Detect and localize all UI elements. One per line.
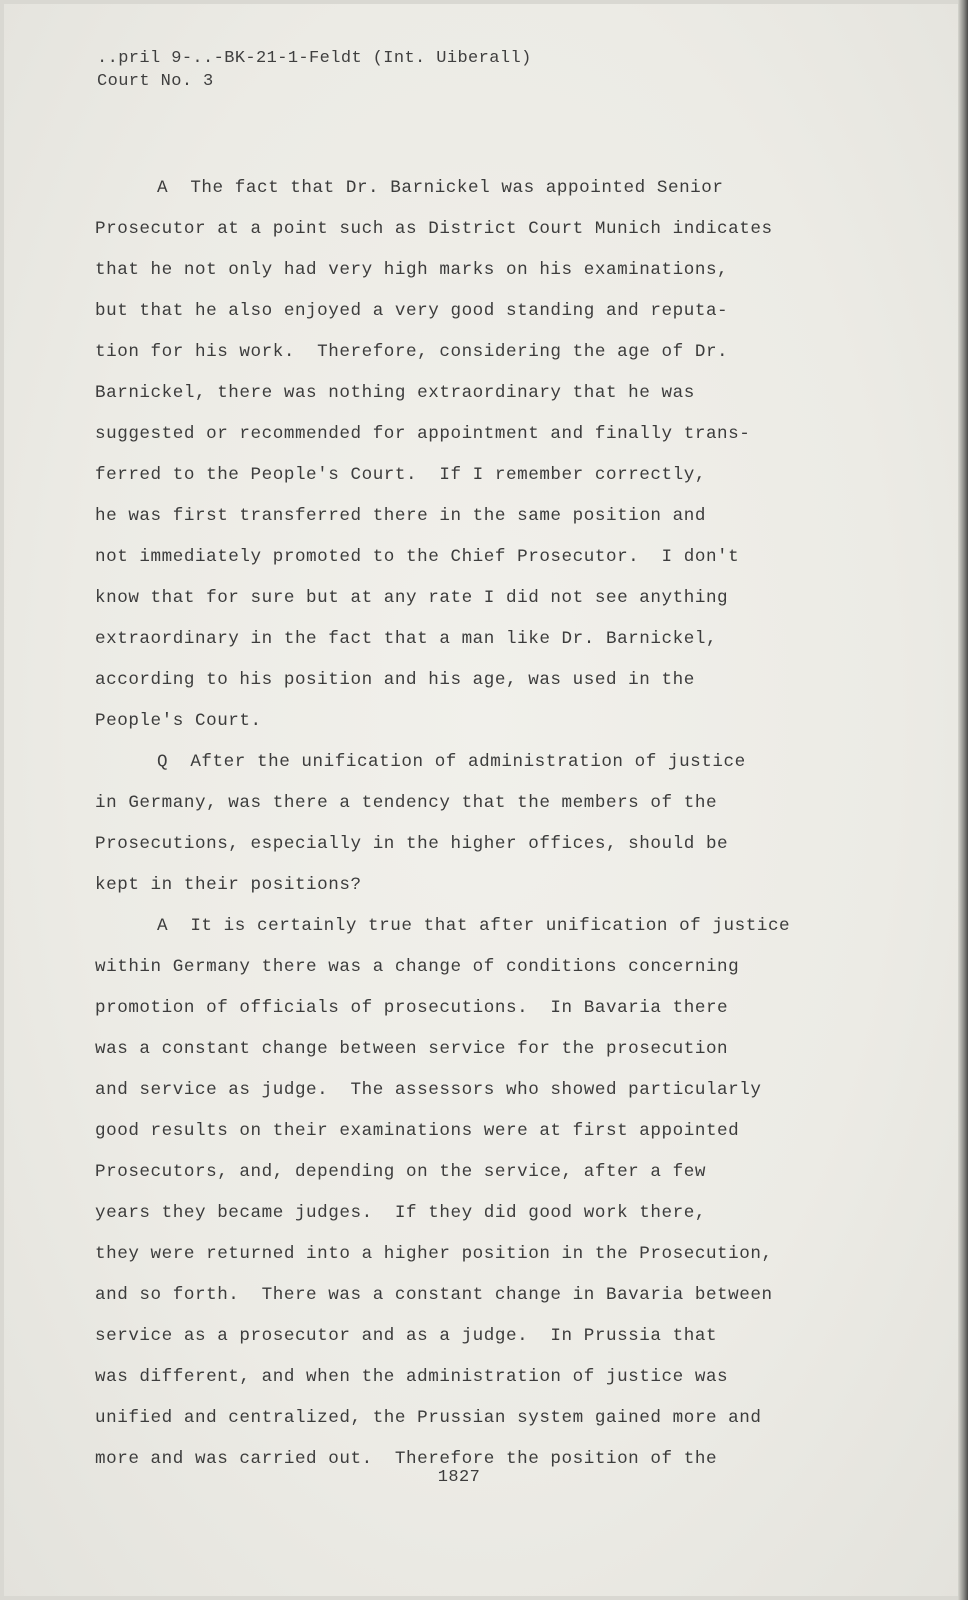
transcript-line: he was first transferred there in the same position and [95, 506, 706, 526]
transcript-line: within Germany there was a change of conditions concerning [95, 957, 740, 977]
transcript-line: unified and centralized, the Prussian system gained more and [95, 1408, 762, 1428]
transcript-line: that he not only had very high marks on his examinations, [95, 260, 729, 280]
transcript-line: was a constant change between service for the prosecution [95, 1039, 729, 1059]
transcript-line: Q After the unification of administration of justice [157, 752, 746, 772]
header-court-number: Court No. 3 [97, 72, 214, 91]
transcript-line: Prosecutions, especially in the higher offices, should be [95, 834, 729, 854]
transcript-line: more and was carried out. Therefore the position of the [95, 1449, 718, 1469]
transcript-line: service as a prosecutor and as a judge. In Prussia that [95, 1326, 718, 1346]
transcript-line: Prosecutor at a point such as District Court Munich indicates [95, 219, 773, 239]
transcript-line: A It is certainly true that after unification of justice [157, 916, 791, 936]
page-edge-shadow [958, 0, 968, 1600]
transcript-line: was different, and when the administration of justice was [95, 1367, 729, 1387]
transcript-body [95, 168, 955, 1480]
transcript-line: People's Court. [95, 711, 262, 731]
header-case-reference: ..pril 9-..-BK-21-1-Feldt (Int. Uiberall) [97, 49, 532, 68]
page-number: 1827 [437, 1468, 481, 1487]
transcript-line: and service as judge. The assessors who showed particularly [95, 1080, 762, 1100]
transcript-line: promotion of officials of prosecutions. In Bavaria there [95, 998, 729, 1018]
transcript-line: kept in their positions? [95, 875, 362, 895]
transcript-line: and so forth. There was a constant change in Bavaria between [95, 1285, 773, 1305]
document-header [97, 47, 532, 93]
transcript-line: but that he also enjoyed a very good standing and reputa- [95, 301, 729, 321]
transcript-line: extraordinary in the fact that a man like Dr. Barnickel, [95, 629, 718, 649]
transcript-line: ferred to the People's Court. If I remember correctly, [95, 465, 706, 485]
transcript-line: know that for sure but at any rate I did not see anything [95, 588, 729, 608]
transcript-line: Barnickel, there was nothing extraordinary that he was [95, 383, 695, 403]
transcript-line: in Germany, was there a tendency that the members of the [95, 793, 718, 813]
transcript-line: years they became judges. If they did good work there, [95, 1203, 706, 1223]
transcript-line: good results on their examinations were at first appointed [95, 1121, 740, 1141]
transcript-line: suggested or recommended for appointment and finally trans- [95, 424, 751, 444]
transcript-line: according to his position and his age, was used in the [95, 670, 695, 690]
transcript-line: tion for his work. Therefore, considering the age of Dr. [95, 342, 729, 362]
transcript-line: they were returned into a higher position in the Prosecution, [95, 1244, 773, 1264]
transcript-line: A The fact that Dr. Barnickel was appointed Senior [157, 178, 724, 198]
transcript-line: not immediately promoted to the Chief Prosecutor. I don't [95, 547, 740, 567]
transcript-line: Prosecutors, and, depending on the service, after a few [95, 1162, 706, 1182]
